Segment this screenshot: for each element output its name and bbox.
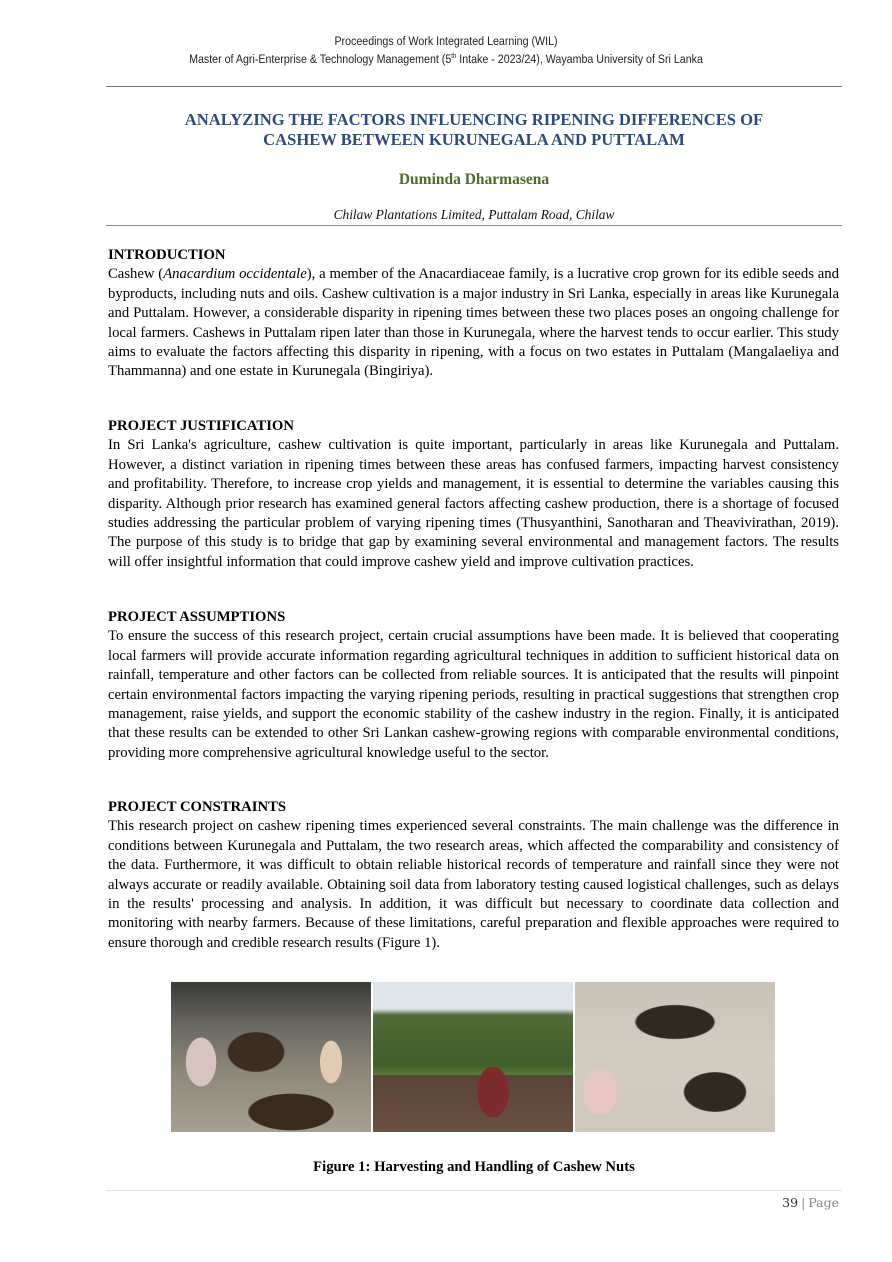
section-body: To ensure the success of this research project, certain crucial assumptions have been made. It is believed that cooperating local farmers will provide accurate information regarding agricultural techniques in addition to sufficient historical data on rainfall, temperature and other factors can be collected from reliable sources. It is anticipated that the results will pinpoint certain environmental factors impacting the varying ripening periods, resulting in practical suggestions that strengthen crop management, raise yields, and support the economic stability of the cashew industry in the region. Finally, it is anticipated that these results can be extended to other Sri Lankan cashew-growing regions with comparable environmental conditions, providing more comprehensive agricultural knowledge useful to the sector. <box>108 628 839 761</box>
section-heading: PROJECT ASSUMPTIONS <box>108 609 286 625</box>
running-header <box>62 34 829 48</box>
footer-rule <box>106 1190 842 1191</box>
photo-nut-piles <box>575 982 775 1132</box>
figure-caption: Figure 1: Harvesting and Handling of Cashew Nuts <box>313 1159 635 1175</box>
author-name: Duminda Dharmasena <box>398 171 550 188</box>
affiliation-rule <box>106 225 842 226</box>
paper-title: ANALYZING THE FACTORS INFLUENCING RIPENING DIFFERENCES OF CASHEW BETWEEN KURUNEGALA AND PUTTALAM <box>184 110 764 149</box>
section-body: In Sri Lanka's agriculture, cashew cultivation is quite important, particularly in areas like Kurunegala and Puttalam. However, a distinct variation in ripening times between these areas has confused farmers, impacting harvest consistency and profitability. Therefore, to increase crop yields and management, it is essential to determine the variables causing this disparity. Although prior research has examined general factors affecting cashew production, there is a shortage of focused studies addressing the particular problem of varying ripening times (Thusyanthini, Sanotharan and Theavivirathan, 2019). The purpose of this study is to bridge that gap by examining several environmental and management factors. The results will offer insightful information that could improve cashew yield and improve cultivation practices. <box>108 437 839 570</box>
author-affiliation: Chilaw Plantations Limited, Puttalam Road, Chilaw <box>333 207 615 222</box>
header-rule <box>106 86 842 87</box>
section-heading: INTRODUCTION <box>108 247 226 263</box>
species-name: Anacardium occidentale <box>163 266 307 283</box>
photo-drying-field <box>373 982 573 1132</box>
running-header-line-2: Master of Agri-Enterprise & Technology Management (5th Intake - 2023/24), Wayamba University of Sri Lanka <box>189 52 703 66</box>
section-heading: PROJECT CONSTRAINTS <box>108 799 287 815</box>
photo-sorting-nuts <box>171 982 371 1132</box>
section-assumptions <box>108 608 839 763</box>
section-constraints <box>108 798 839 953</box>
figure-1-photos <box>171 982 775 1132</box>
section-introduction <box>108 246 839 382</box>
section-heading: PROJECT JUSTIFICATION <box>108 418 294 434</box>
section-body: Cashew (Anacardium occidentale), a member of the Anacardiaceae family, is a lucrative crop grown for its edible seeds and byproducts, including nuts and oils. Cashew cultivation is a major industry in Sri Lanka, especially in areas like Kurunegala and Puttalam. However, a considerable disparity in ripening times between these two places poses an ongoing challenge for local farmers. Cashews in Puttalam ripen later than those in Kurunegala, where the harvest tends to occur earlier. This study aims to evaluate the factors affecting this disparity in ripening, with a focus on two estates in Puttalam (Mangalaeliya and Thammanna) and one estate in Kurunegala (Bingiriya). <box>108 266 839 380</box>
header-line-1: Proceedings of Work Integrated Learning (WIL) <box>334 34 558 48</box>
section-justification <box>108 417 839 572</box>
page-number: 39 | Page <box>782 1195 839 1210</box>
section-body: This research project on cashew ripening times experienced several constraints. The main challenge was the difference in conditions between Kurunegala and Puttalam, the two research areas, which affected the comparability and consistency of the data. Furthermore, it was difficult to obtain reliable historical records of temperature and rainfall since they were not always accurate or readily available. Obtaining soil data from laboratory testing caused logistical challenges, such as delays in the results' processing and analysis. In addition, it was difficult but necessary to coordinate data collection and monitoring with nearby farmers. Because of these limitations, careful preparation and flexible approaches were required to ensure thorough and credible research results (Figure 1). <box>108 818 839 951</box>
